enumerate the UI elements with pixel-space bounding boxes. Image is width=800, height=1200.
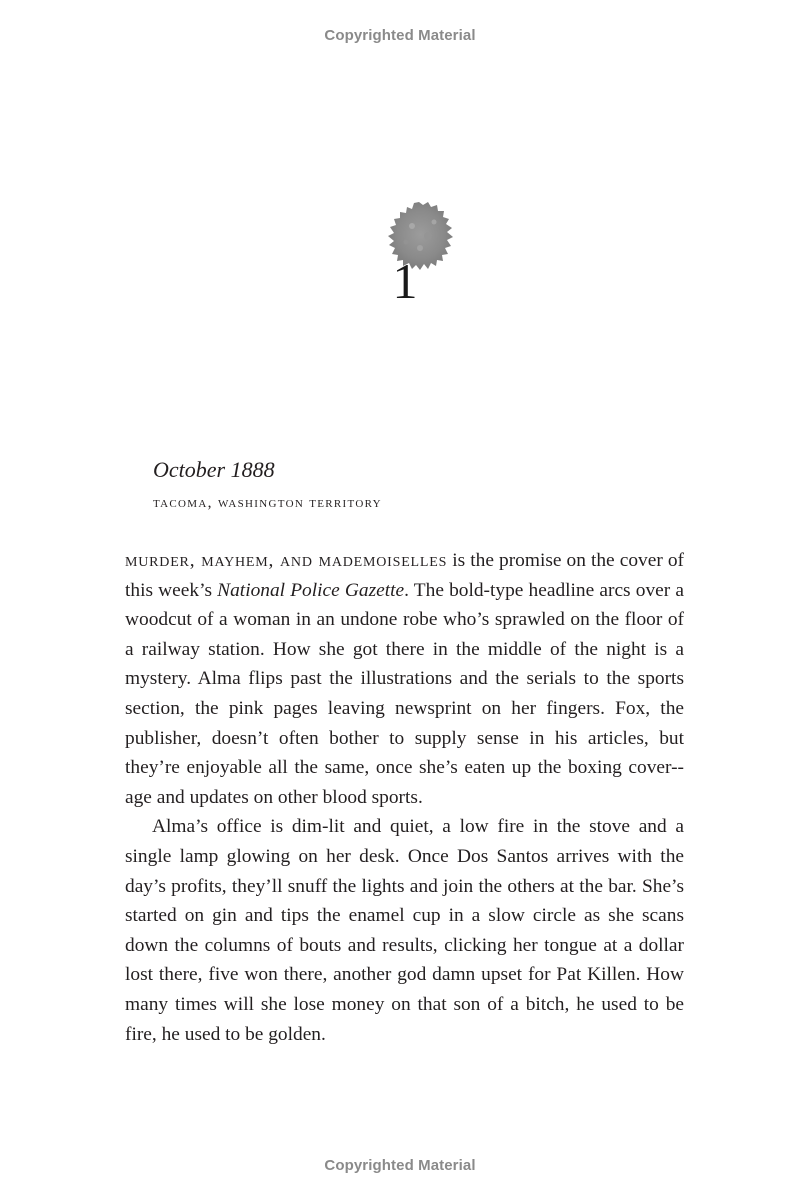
chapter-body: [125, 546, 684, 1049]
magazine-title: National Police Gazette: [217, 579, 405, 601]
chapter-number: 1: [392, 253, 418, 309]
chapter-location: tacoma, washington territory: [153, 494, 382, 511]
paragraph-1-text-a: is the promise on the cover of this week’s: [125, 550, 684, 601]
paragraph-2: Alma’s office is dim-lit and quiet, a low fire in the stove and a single lamp glowing on her desk. Once Dos Santos arrives with the day’s profits, they’ll snuff the lights and join the others at the bar. She’s started on gin and tips the enamel cup in a slow circle as she scans down the columns of bouts and results, clicking her tongue at a dollar lost there, five won there, another god damn upset for Pat Killen. How many times will she lose money on that son of a bitch, he used to be fire, he used to be golden.: [125, 816, 684, 1045]
paragraph-1: [125, 546, 684, 812]
paragraph-1-text-b: . The bold-type headline arcs over a woodcut of a woman in an undone robe who’s sprawled on the floor of a railway station. How she got there in the middle of the night is a mystery. Alma flips past the illustrations and the serials to the sports section, the pink pages leaving newsprint on her fingers. Fox, the publisher, doesn’t often bother to supply sense in his articles, but they’re enjoyable all the same, once she’s eaten up the boxing cover-age and updates on other blood sports.: [125, 579, 684, 808]
chapter-date: October 1888: [153, 457, 275, 482]
copyright-watermark-top: Copyrighted Material: [324, 27, 476, 44]
copyright-watermark-bottom: Copyrighted Material: [324, 1157, 476, 1174]
opening-smallcaps: murder, mayhem, and mademoiselles: [125, 550, 448, 571]
